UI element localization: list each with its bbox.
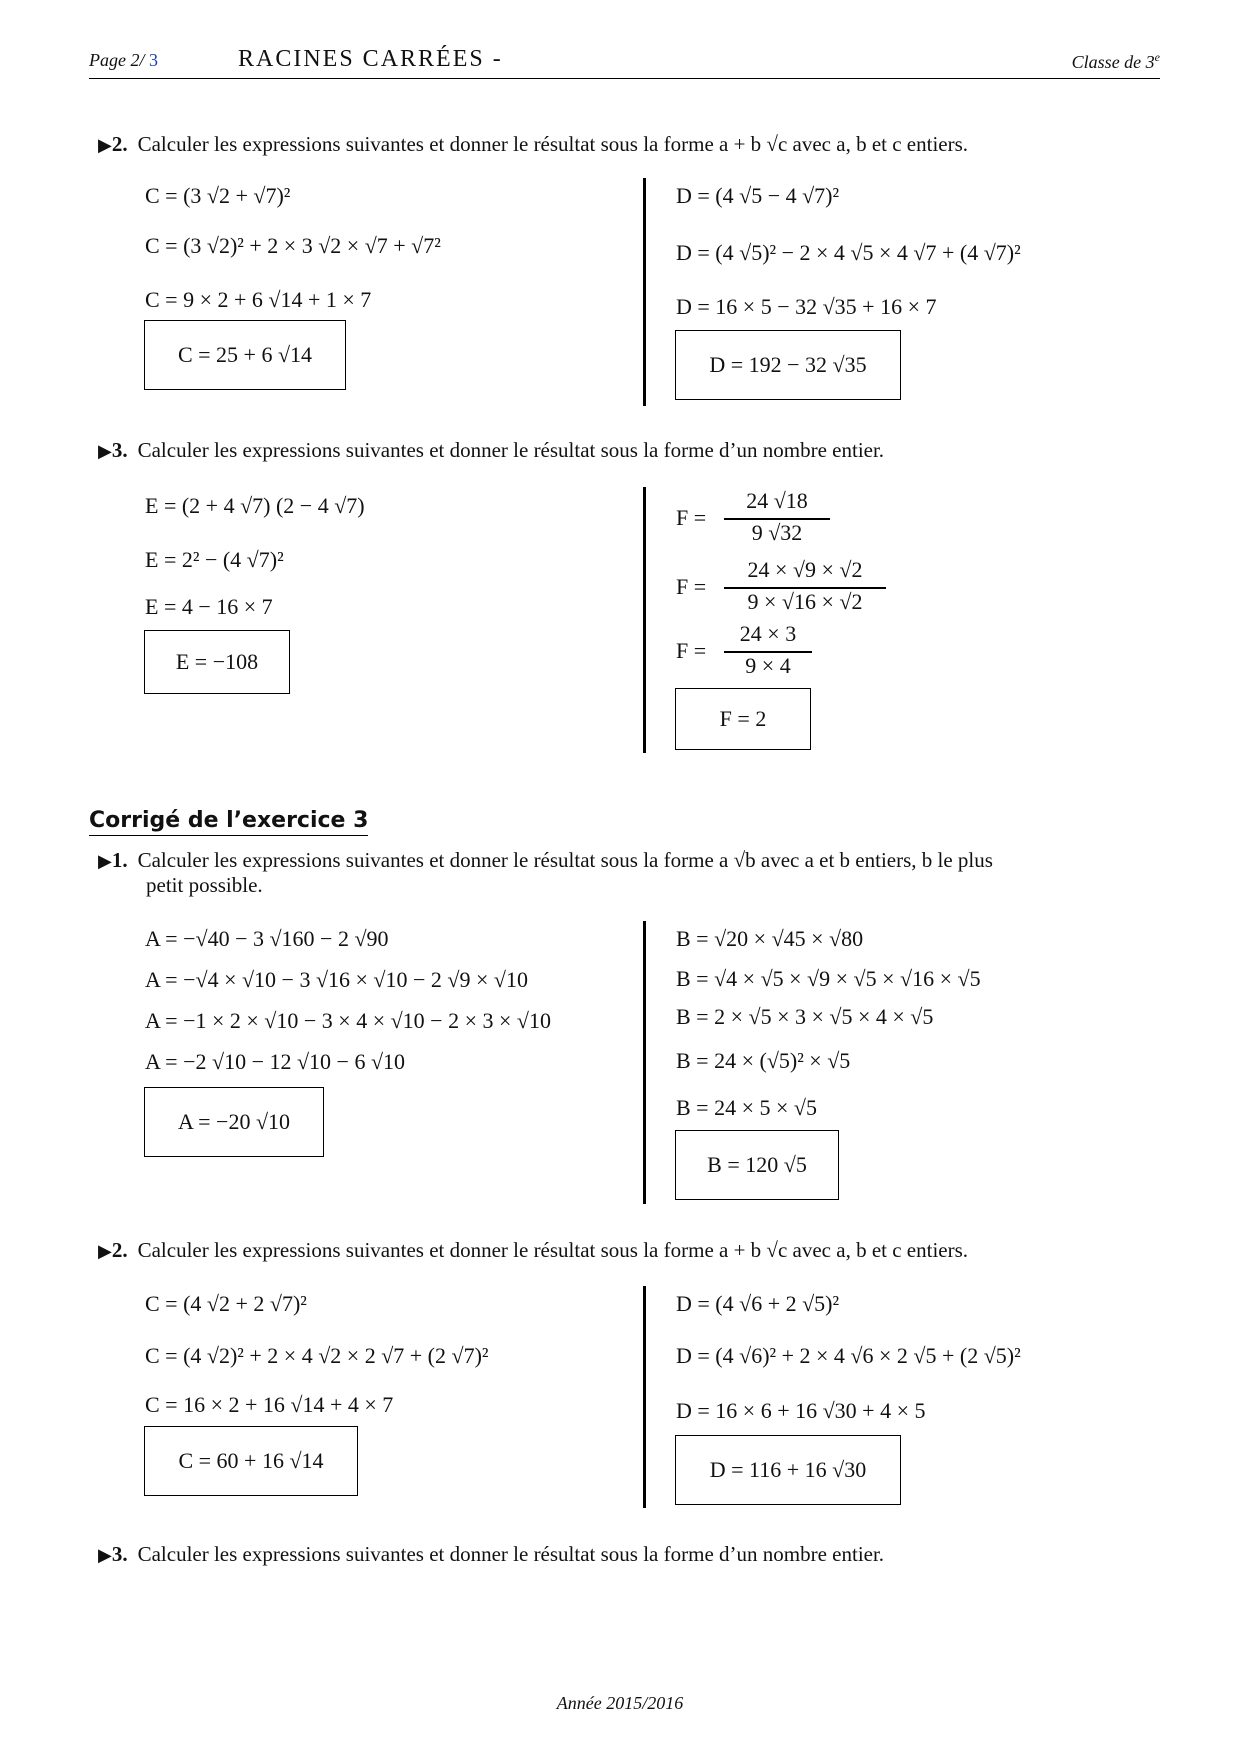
question-2-heading: ▶2. Calculer les expressions suivantes et donner le résultat sous la forme a + b √c avec a, b et c entiers. — [98, 132, 969, 156]
column-divider — [643, 921, 646, 1204]
triangle-bullet-icon: ▶ — [98, 1241, 112, 1261]
result-box: C = 60 + 16 √14 — [144, 1426, 358, 1496]
math-line: A = −2 √10 − 12 √10 − 6 √10 — [145, 1049, 406, 1074]
question-2-heading: ▶2. Calculer les expressions suivantes et donner le résultat sous la forme a + b √c avec a, b et c entiers. — [98, 1238, 969, 1262]
math-line: E = 4 − 16 × 7 — [145, 594, 273, 619]
math-line: B = 24 × 5 × √5 — [676, 1095, 817, 1120]
math-line: C = 16 × 2 + 16 √14 + 4 × 7 — [145, 1392, 394, 1417]
math-line: D = (4 √6 + 2 √5)² — [676, 1291, 840, 1316]
fraction-line: F = 24 × √9 × √2 9 × √16 × √2 — [676, 557, 906, 619]
fraction-line: F = 24 × 3 9 × 4 — [676, 621, 876, 683]
column-divider — [643, 178, 646, 406]
result-box: D = 192 − 32 √35 — [675, 330, 901, 400]
page-header — [89, 46, 1160, 79]
math-line: C = (4 √2)² + 2 × 4 √2 × 2 √7 + (2 √7)² — [145, 1343, 489, 1368]
result-box: B = 120 √5 — [675, 1130, 839, 1200]
result-box: E = −108 — [144, 630, 290, 694]
triangle-bullet-icon: ▶ — [98, 1545, 112, 1565]
triangle-bullet-icon: ▶ — [98, 851, 112, 871]
math-line: C = (3 √2 + √7)² — [145, 183, 291, 208]
math-line: B = √20 × √45 × √80 — [676, 926, 864, 951]
math-line: C = 9 × 2 + 6 √14 + 1 × 7 — [145, 287, 372, 312]
math-line: B = √4 × √5 × √9 × √5 × √16 × √5 — [676, 966, 981, 991]
class-label: Classe de 3e — [1071, 50, 1160, 72]
question-3-heading: ▶3. Calculer les expressions suivantes et donner le résultat sous la forme d’un nombre entier. — [98, 438, 885, 462]
column-divider — [643, 1286, 646, 1508]
result-box: A = −20 √10 — [144, 1087, 324, 1157]
math-line: D = (4 √5)² − 2 × 4 √5 × 4 √7 + (4 √7)² — [676, 240, 1021, 265]
question-1-heading: ▶1. Calculer les expressions suivantes et donner le résultat sous la forme a √b avec a et b entiers, b le plus petit possible. — [98, 848, 993, 897]
result-box: C = 25 + 6 √14 — [144, 320, 346, 390]
page-footer: Année 2015/2016 — [556, 1693, 684, 1713]
column-divider — [643, 487, 646, 753]
math-line: E = 2² − (4 √7)² — [145, 547, 284, 572]
result-box: F = 2 — [675, 688, 811, 750]
math-line: A = −1 × 2 × √10 − 3 × 4 × √10 − 2 × 3 × √10 — [145, 1008, 551, 1033]
math-line: E = (2 + 4 √7) (2 − 4 √7) — [145, 493, 365, 518]
math-line: B = 24 × (√5)² × √5 — [676, 1048, 851, 1073]
fraction-line: F = 24 √18 9 √32 — [676, 488, 876, 550]
result-box: D = 116 + 16 √30 — [675, 1435, 901, 1505]
math-line: A = −√4 × √10 − 3 √16 × √10 − 2 √9 × √10 — [145, 967, 528, 992]
question-3-heading: ▶3. Calculer les expressions suivantes et donner le résultat sous la forme d’un nombre entier. — [98, 1542, 885, 1566]
math-line: D = 16 × 5 − 32 √35 + 16 × 7 — [676, 294, 937, 319]
triangle-bullet-icon: ▶ — [98, 441, 112, 461]
document-title: RACINES CARRÉES - — [238, 46, 503, 72]
math-line: D = (4 √6)² + 2 × 4 √6 × 2 √5 + (2 √5)² — [676, 1343, 1021, 1368]
triangle-bullet-icon: ▶ — [98, 135, 112, 155]
page-number: Page 2/ 3 — [89, 50, 158, 70]
math-line: D = 16 × 6 + 16 √30 + 4 × 5 — [676, 1398, 926, 1423]
math-line: C = (3 √2)² + 2 × 3 √2 × √7 + √7² — [145, 233, 441, 258]
page-total-link[interactable]: 3 — [149, 50, 158, 70]
math-line: C = (4 √2 + 2 √7)² — [145, 1291, 307, 1316]
math-line: D = (4 √5 − 4 √7)² — [676, 183, 840, 208]
math-line: A = −√40 − 3 √160 − 2 √90 — [145, 926, 389, 951]
section-title: Corrigé de l’exercice 3 — [89, 808, 368, 836]
math-line: B = 2 × √5 × 3 × √5 × 4 × √5 — [676, 1004, 934, 1029]
